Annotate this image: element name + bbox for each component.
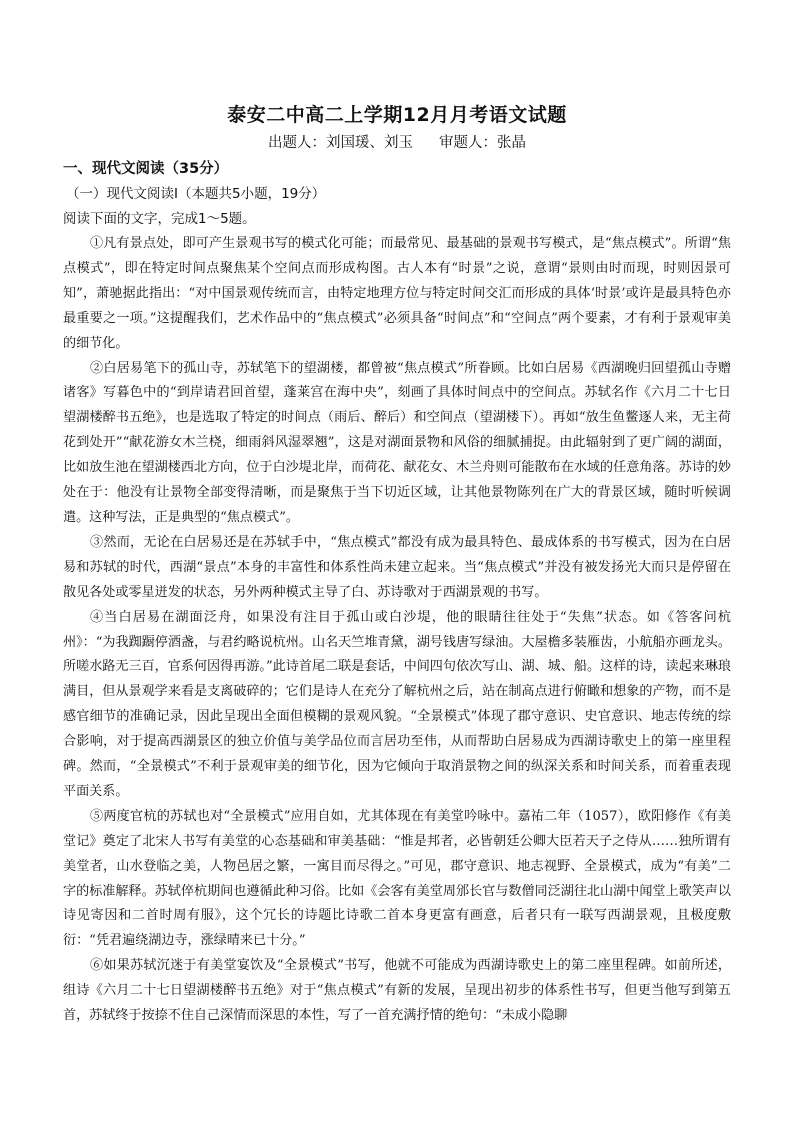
paragraph-1: ①凡有景点处，即可产生景观书写的模式化可能；而最常见、最基础的景观书写模式，是“焦点模式”。所谓“焦点模式”，即在特定时间点聚焦某个空间点而形成构图。古人本有“时景”之说，意谓“景则由时而现，时则因景可知”，萧驰据此指出：“对中国景观传统而言，由特定地理方位与特定时间交汇而形成的具体‘时景’或许是最具特色亦最重要之一项。”这提醒我们，艺术作品中的“焦点模式”必须具备“时间点”和“空间点”两个要素，才有利于景观审美的细节化。 — [63, 236, 731, 351]
page-title: 泰安二中高二上学期12月月考语文试题 — [227, 104, 567, 126]
paragraph-6: ⑥如果苏轼沉迷于有美堂宴饮及“全景模式”书写，他就不可能成为西湖诗歌史上的第二座里程碑。如前所述，组诗《六月二十七日望湖楼醉书五绝》对于“焦点模式”有新的发展，呈现出初步的体系性书写，但更当他写到第五首，苏轼终于按捺不住自己深情而深思的本性，写了一首充满抒情的绝句：“未成小隐聊 — [63, 958, 731, 1024]
reviewer: 审题人：张晶 — [439, 135, 526, 151]
question-setters: 出题人：刘国瑗、刘玉 — [268, 135, 413, 151]
subsection-heading: （一）现代文阅读Ⅰ（本题共5小题，19分） — [66, 186, 326, 202]
paragraph-2: ②白居易笔下的孤山寺，苏轼笔下的望湖楼，都曾被“焦点模式”所眷顾。比如白居易《西湖晚归回望孤山寺赠诸客》写暮色中的“到岸请君回首望，蓬莱宫在海中央”，刻画了具体时间点中的空间点。苏轼名作《六月二十七日望湖楼醉书五绝》，也是选取了特定的时间点（雨后、醉后）和空间点（望湖楼下）。再如“放生鱼鳖逐人来，无主荷花到处开”“献花游女木兰桡，细雨斜风湿翠翘”，这是对湖面景物和风俗的细腻捕捉。由此辐射到了更广阔的湖面，比如放生池在望湖楼西北方向，位于白沙堤北岸，而荷花、献花女、木兰舟则可能散布在水域的任意角落。苏诗的妙处在于：他没有让景物全部变得清晰，而是聚焦于当下切近区域，让其他景物陈列在广大的背景区域，随时听候调遣。这种写法，正是典型的“焦点模式”。 — [63, 360, 731, 525]
paragraph-5: ⑤两度官杭的苏轼也对“全景模式”应用自如，尤其体现在有美堂吟咏中。嘉祐二年（1057），欧阳修作《有美堂记》奠定了北宋人书写有美堂的心态基础和审美基础：“惟是邦者，必皆朝廷公卿大臣若天子之侍从……独所谓有美堂者，山水登临之美，人物邑居之繁，一寓目而尽得之。”可见，郡守意识、地志视野、全景模式，成为“有美”二字的标准解释。苏轼倅杭期间也遵循此种习俗。比如《会客有美堂周邠长官与数僧同泛湖往北山湖中闻堂上歌笑声以诗见寄因和二首时周有服》，这个冗长的诗题比诗歌二首本身更富有画意，后者只有一联写西湖景观，且极度敷衍：“凭君遍绕湖边寺，涨绿晴来已十分。” — [63, 808, 731, 949]
paragraph-3: ③然而，无论在白居易还是在苏轼手中，“焦点模式”都没有成为最具特色、最成体系的书写模式，因为在白居易和苏轼的时代，西湖“景点”本身的丰富性和体系性尚未建立起来。当“焦点模式”并没有被发扬光大而只是停留在散见各处或零星迸发的状态，另外两种模式主导了白、苏诗歌对于西湖景观的书写。 — [63, 534, 731, 600]
paragraph-4: ④当白居易在湖面泛舟，如果没有注目于孤山或白沙堤，他的眼睛往往处于“失焦”状态。如《答客问杭州》：“为我踟蹰停酒盏，与君约略说杭州。山名天竺堆青黛，湖号钱唐写绿油。大屋檐多装雁齿，小航船亦画龙头。所嗟水路无三百，官系何因得再游。”此诗首尾二联是套话，中间四句依次写山、湖、城、船。这样的诗，读起来琳琅满目，但从景观学来看是支离破碎的；它们是诗人在充分了解杭州之后，站在制高点进行俯瞰和想象的产物，而不是感官细节的准确记录，因此呈现出全面但模糊的景观风貌。“全景模式”体现了郡守意识、史官意识、地志传统的综合影响，对于提高西湖景区的独立价值与美学品位而言居功至伟，从而帮助白居易成为西湖诗歌史上的第一座里程碑。然而，“全景模式”不利于景观审美的细节化，因为它倾向于取消景物之间的纵深关系和时间关系，而着重表现平面关系。 — [63, 609, 731, 799]
section-heading: 一、现代文阅读（35分） — [63, 161, 229, 177]
author-line — [0, 131, 794, 152]
reading-instruction: 阅读下面的文字，完成1～5题。 — [63, 211, 256, 227]
reading-passage — [63, 232, 731, 1029]
